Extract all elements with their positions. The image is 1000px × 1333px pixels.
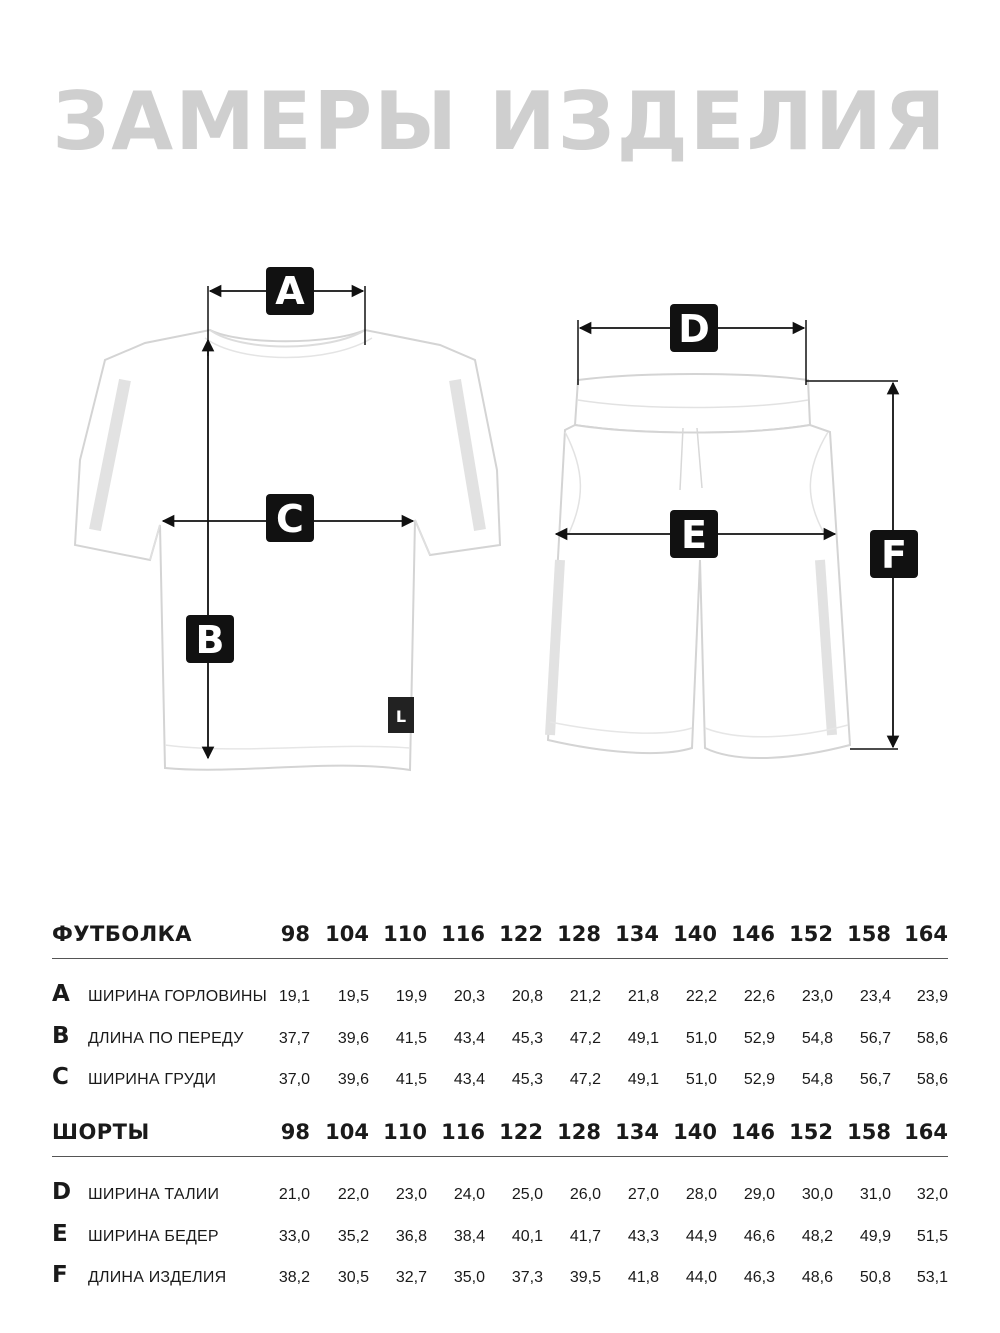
table-cell: 53,1 — [916, 1269, 948, 1286]
size-header: 110 — [383, 922, 427, 946]
table-cell: 39,5 — [569, 1269, 601, 1286]
size-header: 110 — [383, 1120, 427, 1144]
table-cell: 19,5 — [337, 988, 369, 1005]
size-header: 104 — [325, 1120, 369, 1144]
table-cell: 58,6 — [916, 1029, 948, 1047]
size-header: 152 — [789, 1120, 833, 1144]
table-cell: 49,1 — [627, 1029, 659, 1047]
size-header: 122 — [499, 1120, 543, 1144]
row-key: D — [52, 1179, 72, 1205]
svg-text:E: E — [681, 513, 707, 557]
label-e — [670, 510, 718, 558]
table-cell: 26,0 — [569, 1186, 601, 1203]
table-cell: 52,9 — [743, 1071, 775, 1088]
table-cell: 43,3 — [627, 1227, 659, 1245]
table-cell: 25,0 — [511, 1186, 543, 1203]
table-cell: 54,8 — [801, 1029, 833, 1047]
table-cell: 47,2 — [569, 1029, 601, 1047]
label-f — [870, 530, 918, 578]
row-key: A — [52, 981, 70, 1007]
row-label: ШИРИНА БЕДЕР — [88, 1227, 219, 1245]
table-cell: 43,4 — [453, 1071, 485, 1088]
size-header: 134 — [615, 922, 659, 946]
tshirt-illustration — [75, 330, 500, 770]
size-header: 164 — [904, 922, 948, 946]
row-label: ДЛИНА ИЗДЕЛИЯ — [88, 1269, 227, 1286]
size-header: 140 — [673, 1120, 717, 1144]
table-row — [52, 977, 948, 1019]
size-header: 152 — [789, 922, 833, 946]
table-cell: 32,7 — [395, 1269, 427, 1286]
table-cell: 19,9 — [395, 988, 427, 1005]
table-title: ФУТБОЛКА — [52, 922, 193, 946]
table-cell: 37,0 — [278, 1071, 310, 1088]
svg-text:B: B — [195, 618, 225, 662]
size-header: 134 — [615, 1120, 659, 1144]
size-header: 146 — [731, 922, 775, 946]
label-a — [266, 267, 314, 315]
table-cell: 37,3 — [511, 1269, 543, 1286]
table-cell: 35,2 — [337, 1227, 369, 1245]
table-row — [52, 1019, 948, 1061]
row-label: ДЛИНА ПО ПЕРЕДУ — [88, 1029, 244, 1047]
table-cell: 33,0 — [278, 1227, 310, 1245]
table-cell: 30,0 — [801, 1186, 833, 1203]
table-cell: 46,3 — [743, 1269, 775, 1286]
table-cell: 29,0 — [743, 1186, 775, 1203]
table-cell: 43,4 — [453, 1029, 485, 1047]
size-header: 140 — [673, 922, 717, 946]
size-header: 128 — [557, 922, 601, 946]
table-row — [52, 1258, 948, 1300]
table-cell: 31,0 — [859, 1186, 891, 1203]
table-cell: 36,8 — [395, 1227, 427, 1245]
row-label: ШИРИНА ТАЛИИ — [88, 1186, 220, 1203]
table-cell: 52,9 — [743, 1029, 775, 1047]
row-key: B — [52, 1022, 70, 1049]
page-title: ЗАМЕРЫ ИЗДЕЛИЯ — [52, 75, 948, 168]
size-header: 158 — [847, 1120, 891, 1144]
table-cell: 38,4 — [453, 1227, 485, 1245]
table-cell: 45,3 — [511, 1029, 543, 1047]
table-cell: 38,2 — [278, 1269, 310, 1286]
shorts-illustration — [548, 374, 850, 758]
table-cell: 20,3 — [453, 988, 485, 1005]
table-row — [52, 1060, 948, 1102]
table-cell: 41,5 — [395, 1071, 427, 1088]
table-cell: 44,0 — [685, 1269, 717, 1286]
label-d — [670, 304, 718, 352]
table-cell: 50,8 — [859, 1269, 891, 1286]
table-cell: 22,6 — [743, 988, 775, 1005]
table-cell: 49,9 — [859, 1227, 891, 1245]
table-cell: 48,2 — [801, 1227, 833, 1245]
table-cell: 41,5 — [395, 1029, 427, 1047]
row-key: C — [52, 1064, 69, 1090]
table-cell: 23,9 — [916, 988, 948, 1005]
table-cell: 35,0 — [453, 1269, 485, 1286]
table-cell: 48,6 — [801, 1269, 833, 1286]
table-cell: 58,6 — [916, 1071, 948, 1088]
table-cell: 40,1 — [511, 1227, 543, 1245]
svg-text:D: D — [678, 307, 710, 351]
table-title: ШОРТЫ — [52, 1120, 150, 1144]
table-cell: 19,1 — [278, 988, 310, 1005]
table-cell: 39,6 — [337, 1071, 369, 1088]
shorts-size-table — [52, 1116, 948, 1300]
table-cell: 51,5 — [916, 1227, 948, 1245]
table-cell: 39,6 — [337, 1029, 369, 1047]
table-cell: 23,0 — [395, 1186, 427, 1203]
table-cell: 21,2 — [569, 988, 601, 1005]
table-cell: 28,0 — [685, 1186, 717, 1203]
table-cell: 54,8 — [801, 1071, 833, 1088]
table-cell: 56,7 — [859, 1071, 891, 1088]
size-header: 116 — [441, 1120, 485, 1144]
table-cell: 51,0 — [685, 1029, 717, 1047]
table-cell: 20,8 — [511, 988, 543, 1005]
svg-text:C: C — [276, 497, 304, 541]
table-cell: 21,8 — [627, 988, 659, 1005]
table-cell: 56,7 — [859, 1029, 891, 1047]
table-cell: 44,9 — [685, 1227, 717, 1245]
table-cell: 32,0 — [916, 1186, 948, 1203]
table-cell: 22,2 — [685, 988, 717, 1005]
size-tag-letter: L — [395, 707, 407, 726]
table-header — [52, 918, 948, 959]
size-header: 104 — [325, 922, 369, 946]
table-cell: 24,0 — [453, 1186, 485, 1203]
svg-text:F: F — [881, 533, 907, 577]
table-row — [52, 1217, 948, 1259]
size-header: 164 — [904, 1120, 948, 1144]
size-header: 116 — [441, 922, 485, 946]
size-tag-icon — [388, 697, 414, 733]
tshirt-size-table — [52, 918, 948, 1102]
label-b — [186, 615, 234, 663]
table-cell: 23,0 — [801, 988, 833, 1005]
size-header: 98 — [280, 922, 310, 946]
row-key: F — [52, 1262, 68, 1288]
table-cell: 22,0 — [337, 1186, 369, 1203]
table-header — [52, 1116, 948, 1157]
table-cell: 27,0 — [627, 1186, 659, 1203]
table-cell: 49,1 — [627, 1071, 659, 1088]
table-cell: 37,7 — [278, 1029, 310, 1047]
size-header: 158 — [847, 922, 891, 946]
table-cell: 23,4 — [859, 988, 891, 1005]
label-c — [266, 494, 314, 542]
size-header: 122 — [499, 922, 543, 946]
row-label: ШИРИНА ГРУДИ — [88, 1071, 217, 1088]
table-cell: 51,0 — [685, 1071, 717, 1088]
row-label: ШИРИНА ГОРЛОВИНЫ — [88, 988, 268, 1005]
table-cell: 41,7 — [569, 1227, 601, 1245]
table-cell: 30,5 — [337, 1269, 369, 1286]
row-key: E — [52, 1220, 68, 1247]
table-cell: 47,2 — [569, 1071, 601, 1088]
table-cell: 46,6 — [743, 1227, 775, 1245]
table-cell: 41,8 — [627, 1269, 659, 1286]
size-header: 128 — [557, 1120, 601, 1144]
size-header: 98 — [280, 1120, 310, 1144]
table-cell: 45,3 — [511, 1071, 543, 1088]
size-header: 146 — [731, 1120, 775, 1144]
table-row — [52, 1175, 948, 1217]
svg-text:A: A — [275, 269, 305, 313]
table-cell: 21,0 — [278, 1186, 310, 1203]
